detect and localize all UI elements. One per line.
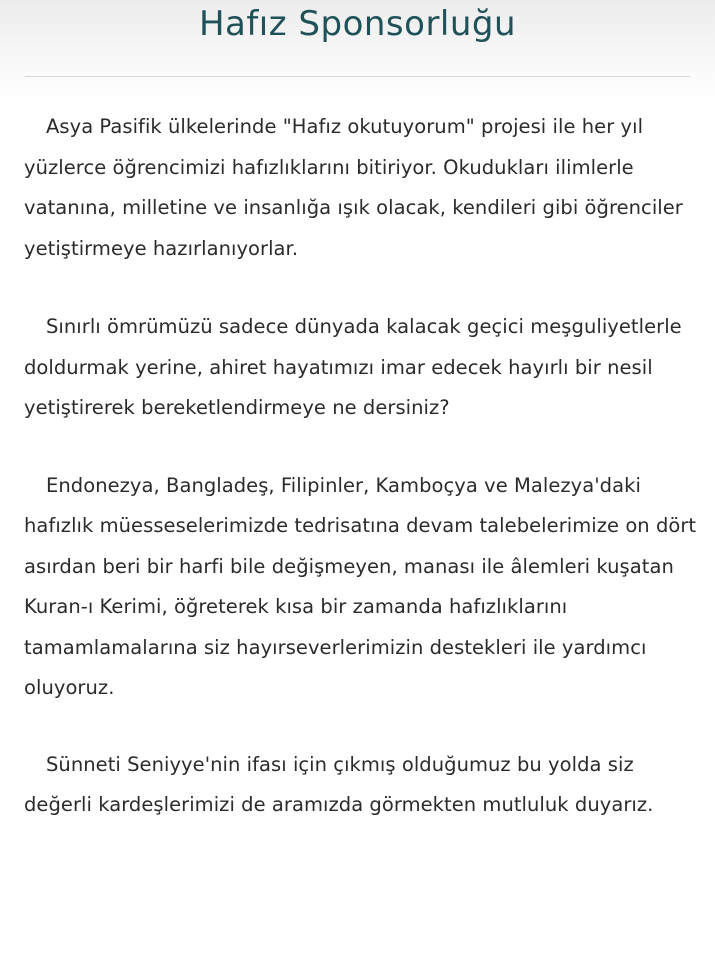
title-divider: [25, 76, 690, 77]
page-title: Hafız Sponsorluğu: [198, 4, 517, 44]
paragraph: Sınırlı ömrümüzü sadece dünyada kalacak geçici meşguliyetlerle doldurmak yerine, ahiret hayatımızı imar edecek hayırlı bir nesil yetiştirerek bereketlendirmeye ne dersiniz?: [24, 315, 682, 419]
paragraph: Asya Pasifik ülkelerinde "Hafız okutuyorum" projesi ile her yıl yüzlerce öğrencimizi hafızlıklarını bitiriyor. Okudukları ilimlerle vatanına, milletine ve insanlığa ışık olacak, kendileri gibi öğrenciler yetiştirmeye hazırlanıyorlar.: [24, 115, 683, 260]
paragraph: Sünneti Seniyye'nin ifası için çıkmış olduğumuz bu yolda siz değerli kardeşlerimizi de aramızda görmekten mutluluk duyarız.: [24, 752, 654, 816]
paragraph: Endonezya, Bangladeş, Filipinler, Kamboçya ve Malezya'daki hafızlık müesseselerimizde tedrisatına devam talebelerimize on dört asırdan beri bir harfi bile değişmeyen, manası ile âlemleri kuşatan Kuran-ı Kerimi, öğreterek kısa bir zamanda hafızlıklarını tamamlamalarına siz hayırseverlerimizin destekleri ile yardımcı oluyoruz.: [24, 473, 697, 699]
article-body: [24, 107, 701, 864]
